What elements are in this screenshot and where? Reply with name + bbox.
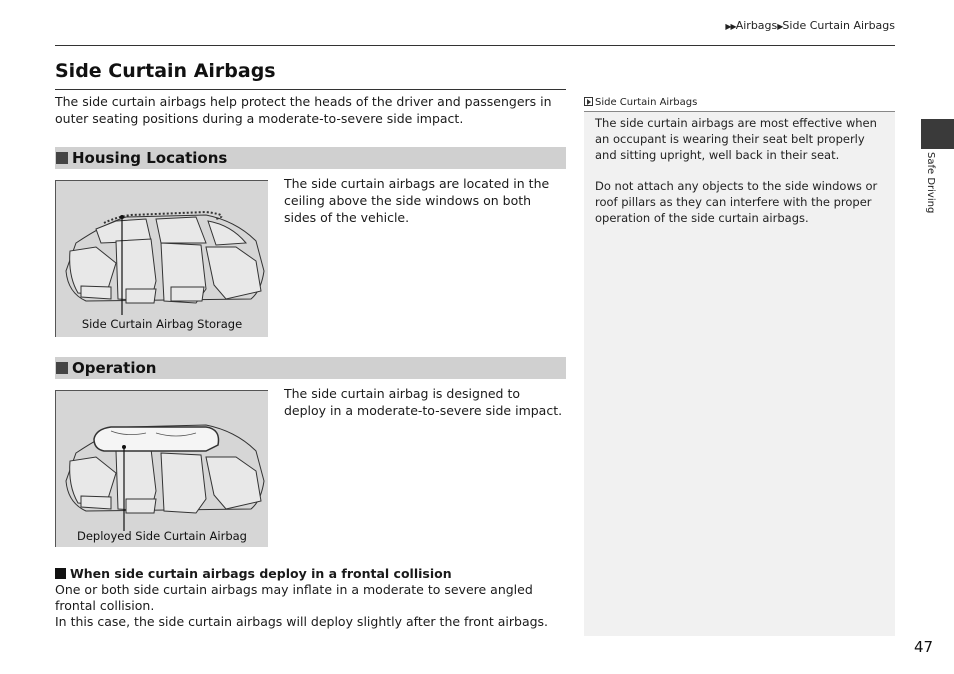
section-heading-operation: [55, 357, 566, 379]
section-marker-icon: [56, 152, 68, 164]
figure-caption: Deployed Side Curtain Airbag: [76, 529, 247, 543]
subsection-heading-label: When side curtain airbags deploy in a frontal collision: [70, 566, 452, 581]
side-note-paragraph-1: The side curtain airbags are most effective when an occupant is wearing their seat belt properly and sitting upright, well back in their seat.: [595, 116, 877, 162]
side-note-panel: [584, 95, 895, 636]
section-heading-label: Operation: [72, 359, 157, 377]
breadcrumb-item-current: Side Curtain Airbags: [782, 19, 895, 32]
reference-icon: [584, 97, 593, 106]
breadcrumb: [725, 19, 895, 32]
title-rule: [55, 89, 566, 90]
subsection-marker-icon: [55, 568, 66, 579]
header-rule: [55, 45, 895, 46]
operation-description: The side curtain airbag is designed to deploy in a moderate-to-severe side impact.: [284, 386, 563, 418]
subsection-paragraph-2: In this case, the side curtain airbags will deploy slightly after the front airbags.: [55, 614, 549, 629]
housing-description: The side curtain airbags are located in the ceiling above the side windows on both sides of the vehicle.: [284, 176, 550, 225]
breadcrumb-item-airbags[interactable]: Airbags: [735, 19, 778, 32]
breadcrumb-arrow-icon: ▶: [777, 22, 783, 31]
section-heading-label: Housing Locations: [72, 149, 228, 167]
figure-caption: Side Curtain Airbag Storage: [81, 317, 243, 331]
side-note-paragraph-2: Do not attach any objects to the side windows or roof pillars as they can interfere with the proper operation of the side curtain airbags.: [595, 179, 878, 225]
section-heading-housing: [55, 147, 566, 169]
car-deployed-illustration: [56, 391, 269, 548]
breadcrumb-arrows-icon: ▶▶: [725, 22, 736, 31]
intro-paragraph: The side curtain airbags help protect the heads of the driver and passengers in outer seating positions during a moderate-to-severe side impact.: [55, 94, 552, 126]
car-cutaway-illustration: [56, 181, 269, 338]
subsection-heading: [55, 566, 452, 581]
page-title: Side Curtain Airbags: [55, 60, 276, 82]
side-note-heading: [584, 95, 895, 112]
page-number: 47: [914, 638, 934, 656]
section-marker-icon: [56, 362, 68, 374]
chapter-tab-label: Safe Driving: [925, 152, 936, 214]
chapter-tab[interactable]: [921, 119, 954, 149]
subsection-paragraph-1: One or both side curtain airbags may inflate in a moderate to severe angled frontal collision.: [55, 582, 533, 613]
side-note-heading-label: Side Curtain Airbags: [595, 97, 698, 108]
figure-deployed-airbag: [55, 390, 268, 547]
figure-airbag-storage: [55, 180, 268, 337]
